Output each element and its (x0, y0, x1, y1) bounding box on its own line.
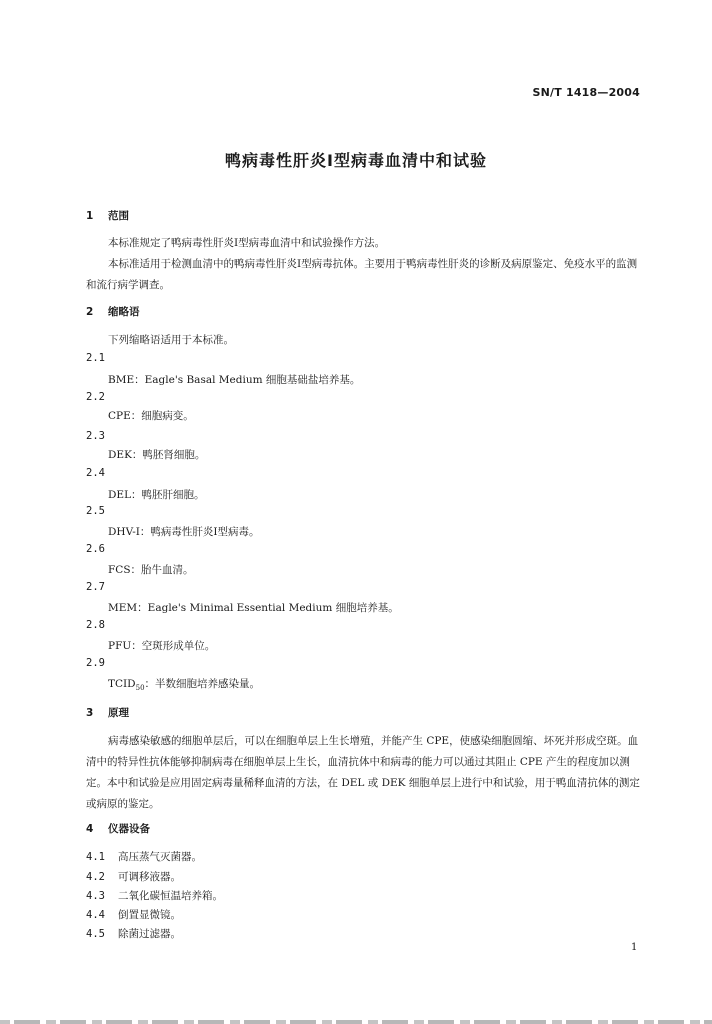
item-text: 高压蒸气灭菌器。 (118, 851, 202, 863)
abbreviation-item: DEK：鸭胚肾细胞。 (108, 449, 206, 461)
abbreviation-item (108, 676, 260, 692)
subclause-number: 2.1 (86, 352, 105, 364)
standard-number: SN/T 1418—2004 (532, 86, 640, 99)
section-2-heading (86, 304, 140, 319)
abbreviation-item: FCS：胎牛血清。 (108, 564, 194, 576)
subclause-number: 2.8 (86, 619, 105, 631)
item-number: 4.4 (86, 909, 105, 921)
item-text: 可调移液器。 (118, 871, 181, 883)
abbreviation-item: PFU：空斑形成单位。 (108, 640, 216, 652)
subclause-number: 2.2 (86, 391, 105, 403)
subclause-number: 2.6 (86, 543, 105, 555)
item-text: 倒置显微镜。 (118, 909, 181, 921)
item-number: 4.5 (86, 928, 105, 940)
abbreviation-item: DHV-Ⅰ：鸭病毒性肝炎Ⅰ型病毒。 (108, 526, 260, 538)
equipment-item (86, 869, 181, 884)
equipment-item (86, 907, 181, 922)
equipment-item (86, 888, 223, 903)
subclause-number: 2.3 (86, 430, 105, 442)
abbreviation-item: MEM：Eagle's Minimal Essential Medium 细胞培养基。 (108, 602, 399, 614)
item-number: 4.1 (86, 851, 105, 863)
equipment-item (86, 926, 181, 941)
section-number: 1 (86, 210, 94, 222)
section-number: 4 (86, 823, 94, 835)
subclause-number: 2.7 (86, 581, 105, 593)
section-2-intro: 下列缩略语适用于本标准。 (108, 334, 234, 346)
section-3-para: 病毒感染敏感的细胞单层后，可以在细胞单层上生长增殖，并能产生 CPE，使感染细胞圆缩、坏死并形成空斑。血清中的特异性抗体能够抑制病毒在细胞单层上生长，血清抗体中和病毒的能力可以通过其阻止 CPE 产生的程度加以测定。本中和试验是应用固定病毒量稀释血清的方法，在 DEL 或 DEK 细胞单层上进行中和试验，用于鸭血清抗体的测定或病原的鉴定。 (86, 735, 640, 810)
item-number: 4.2 (86, 871, 105, 883)
item-number: 4.3 (86, 890, 105, 902)
section-number: 3 (86, 707, 94, 719)
abbreviation-item: CPE：细胞病变。 (108, 410, 194, 422)
scan-edge-artifact (0, 1020, 712, 1024)
item-text: 除菌过滤器。 (118, 928, 181, 940)
item-text: 二氧化碳恒温培养箱。 (118, 890, 223, 902)
abbreviation-definition: ：半数细胞培养感染量。 (144, 678, 261, 690)
section-1-heading (86, 208, 129, 223)
subclause-number: 2.4 (86, 467, 105, 479)
section-1-para-2: 本标准适用于检测血清中的鸭病毒性肝炎Ⅰ型病毒抗体。主要用于鸭病毒性肝炎的诊断及病原鉴定、免疫水平的监测和流行病学调查。 (86, 258, 638, 291)
section-title: 原理 (108, 707, 129, 719)
section-4-heading (86, 821, 150, 836)
abbreviation-item: BME：Eagle's Basal Medium 细胞基础盐培养基。 (108, 374, 361, 386)
section-3-heading (86, 705, 129, 720)
abbreviation-term: TCID (108, 678, 136, 690)
abbreviation-subscript: 50 (135, 684, 145, 693)
section-title: 范围 (108, 210, 129, 222)
equipment-item (86, 849, 202, 864)
section-title: 仪器设备 (108, 823, 150, 835)
page-number: 1 (631, 942, 638, 953)
subclause-number: 2.9 (86, 657, 105, 669)
section-number: 2 (86, 306, 94, 318)
abbreviation-item: DEL：鸭胚肝细胞。 (108, 489, 205, 501)
section-1-para-1: 本标准规定了鸭病毒性肝炎Ⅰ型病毒血清中和试验操作方法。 (108, 237, 386, 249)
section-title: 缩略语 (108, 306, 140, 318)
document-title: 鸭病毒性肝炎Ⅰ型病毒血清中和试验 (225, 151, 487, 170)
subclause-number: 2.5 (86, 505, 105, 517)
